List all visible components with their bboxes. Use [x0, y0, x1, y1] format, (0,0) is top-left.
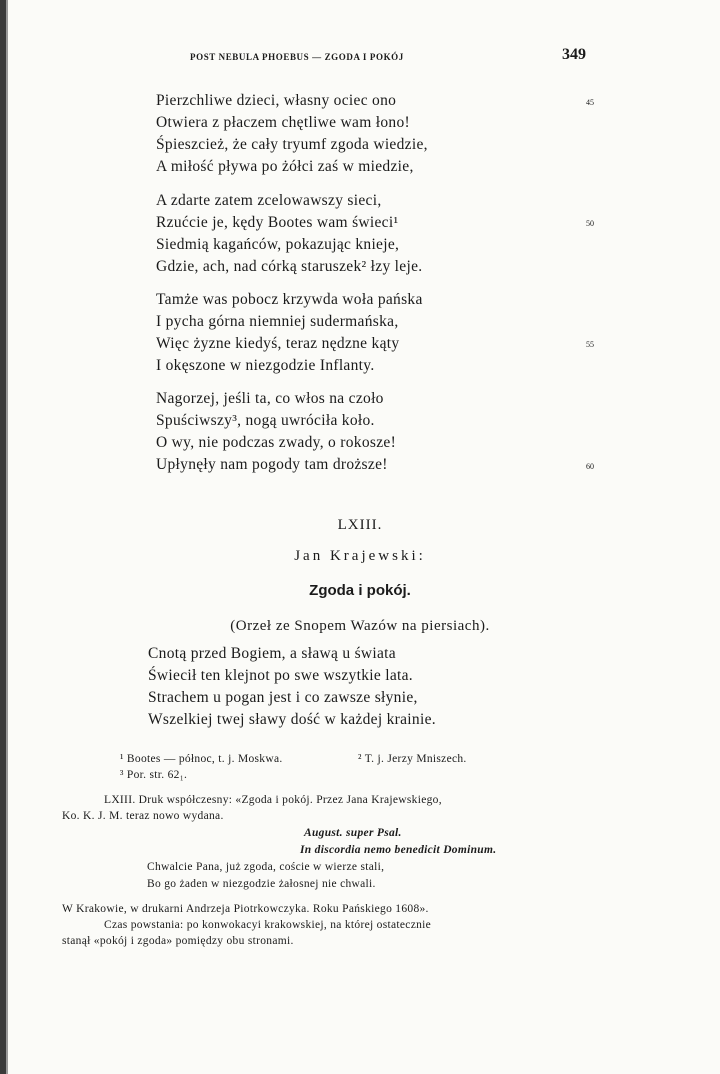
poem-stanza [148, 643, 568, 731]
poem-subtitle: (Orzeł ze Snopem Wazów na piersiach). [230, 618, 490, 634]
verse-line: Gdzie, ach, nad córką staruszek² łzy leje. [156, 258, 423, 275]
line-number: 45 [586, 98, 594, 107]
stanza-2 [156, 190, 576, 278]
page-number: 349 [562, 46, 586, 63]
commentary-line: Czas powstania: po konwokacyi krakowskiej, na której ostatecznie [104, 919, 432, 931]
verse-line: Nagorzej, jeśli ta, co włos na czoło [156, 390, 384, 407]
commentary-line: Chwalcie Pana, już zgoda, coście w wierze stali, [147, 861, 385, 873]
verse-line: I okęszone w niezgodzie Inflanty. [156, 357, 375, 374]
verse-line: A miłość pływa po żółci zaś w miedzie, [156, 158, 414, 175]
poem-number: LXIII. [337, 517, 383, 533]
line-number: 55 [586, 340, 594, 349]
commentary-line: LXIII. Druk współczesny: «Zgoda i pokój. Przez Jana Krajewskiego, [104, 794, 442, 806]
motto-line: August. super Psal. [304, 827, 402, 839]
line-number: 50 [586, 219, 594, 228]
verse-line: Spuściwszy³, nogą uwróciła koło. [156, 412, 375, 429]
running-head: POST NEBULA PHOEBUS — ZGODA I POKÓJ [190, 52, 404, 62]
verse-line: Śpieszcież, że cały tryumf zgoda wiedzie, [156, 136, 428, 153]
stanza-4 [156, 388, 576, 476]
verse-line: A zdarte zatem zcelowawszy sieci, [156, 192, 382, 209]
verse-line: Tamże was pobocz krzywda woła pańska [156, 291, 423, 308]
poem-author: Jan Krajewski: [294, 548, 426, 564]
stanza-1 [156, 90, 576, 178]
verse-line: Otwiera z płaczem chętliwe wam łono! [156, 114, 410, 131]
footnote-2: ² T. j. Jerzy Mniszech. [358, 753, 467, 765]
stanza-3 [156, 289, 576, 377]
verse-line: Rzućcie je, kędy Bootes wam świeci¹ [156, 214, 399, 231]
verse-line: Więc żyzne kiedyś, teraz nędzne kąty [156, 335, 400, 352]
verse-line: Strachem u pogan jest i co zawsze słynie, [148, 689, 418, 706]
verse-line: Wszelkiej twej sławy dość w każdej krainie. [148, 711, 436, 728]
motto-line: In discordia nemo benedicit Dominum. [300, 844, 497, 856]
imprint-line: W Krakowie, w drukarni Andrzeja Piotrkowczyka. Roku Pańskiego 1608». [62, 903, 429, 915]
poem-title: Zgoda i pokój. [309, 582, 411, 599]
verse-line: Siedmią kagańców, pokazując knieje, [156, 236, 400, 253]
commentary-line: Ko. K. J. M. teraz nowo wydana. [62, 810, 224, 822]
verse-line: I pycha górna niemniej sudermańska, [156, 313, 399, 330]
commentary-line: stanął «pokój i zgoda» pomiędzy obu stronami. [62, 935, 294, 947]
verse-line: O wy, nie podczas zwady, o rokosze! [156, 434, 397, 451]
commentary-line: Bo go żaden w niezgodzie żałosnej nie chwali. [147, 878, 376, 890]
footnote-3: ³ Por. str. 62₁. [120, 769, 188, 781]
verse-line: Upłynęły nam pogody tam droższe! [156, 456, 388, 473]
line-number: 60 [586, 462, 594, 471]
verse-line: Cnotą przed Bogiem, a sławą u świata [148, 645, 396, 662]
verse-line: Świecił ten klejnot po swe wszytkie lata. [148, 667, 413, 684]
footnote-1: ¹ Bootes — północ, t. j. Moskwa. [120, 753, 283, 765]
verse-line: Pierzchliwe dzieci, własny ociec ono [156, 92, 397, 109]
page-binding-shadow [6, 0, 8, 1074]
